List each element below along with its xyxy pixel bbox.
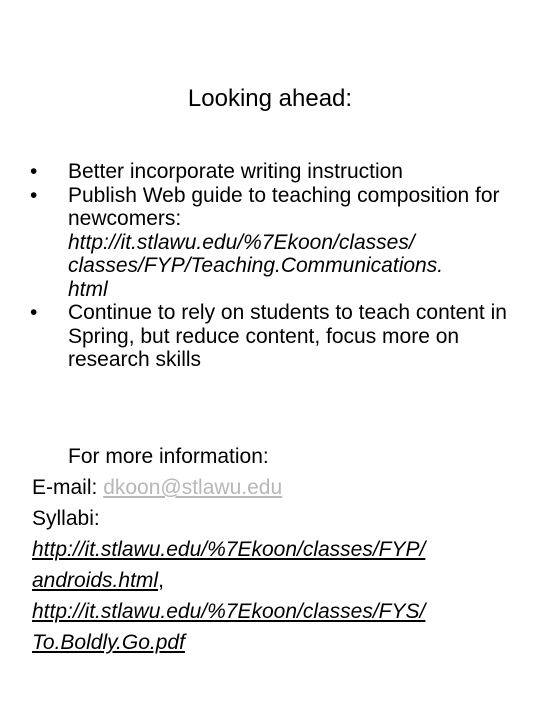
syllabus-link-fys[interactable]: http://it.stlawu.edu/%7Ekoon/classes/FYS/ xyxy=(32,600,426,623)
guide-url-line: http://it.stlawu.edu/%7Ekoon/classes/ xyxy=(68,230,415,254)
bullet-icon: • xyxy=(30,301,38,324)
guide-url-line: html xyxy=(68,277,108,301)
list-item xyxy=(30,184,510,302)
syllabus-link-fyp-cont[interactable]: androids.html xyxy=(32,569,159,592)
link-separator: , xyxy=(158,569,164,592)
bullet-text: Better incorporate writing instruction xyxy=(68,160,403,183)
bullet-icon: • xyxy=(30,183,38,207)
bullet-text: Continue to rely on students to teach content in Spring, but reduce content, focus more on research skills xyxy=(68,301,507,371)
guide-url-line: classes/FYP/Teaching.Communications. xyxy=(68,254,444,277)
bullet-icon: • xyxy=(30,160,38,183)
email-row xyxy=(32,472,512,503)
email-link[interactable]: dkoon@stlawu.edu xyxy=(103,476,283,499)
email-label: E-mail: xyxy=(32,476,104,499)
syllabus-link-fys-cont[interactable]: To.Boldly.Go.pdf xyxy=(32,631,185,654)
list-item xyxy=(30,301,510,372)
bullet-text: Publish Web guide to teaching composition for newcomers: xyxy=(68,183,500,230)
more-info-heading: For more information: xyxy=(68,445,269,468)
bullet-list xyxy=(30,160,510,372)
more-info-section xyxy=(32,441,512,658)
slide-title: Looking ahead: xyxy=(187,85,353,112)
list-item xyxy=(30,160,510,184)
syllabi-label: Syllabi: xyxy=(32,507,100,530)
syllabus-link-fyp[interactable]: http://it.stlawu.edu/%7Ekoon/classes/FYP/ xyxy=(32,538,426,561)
